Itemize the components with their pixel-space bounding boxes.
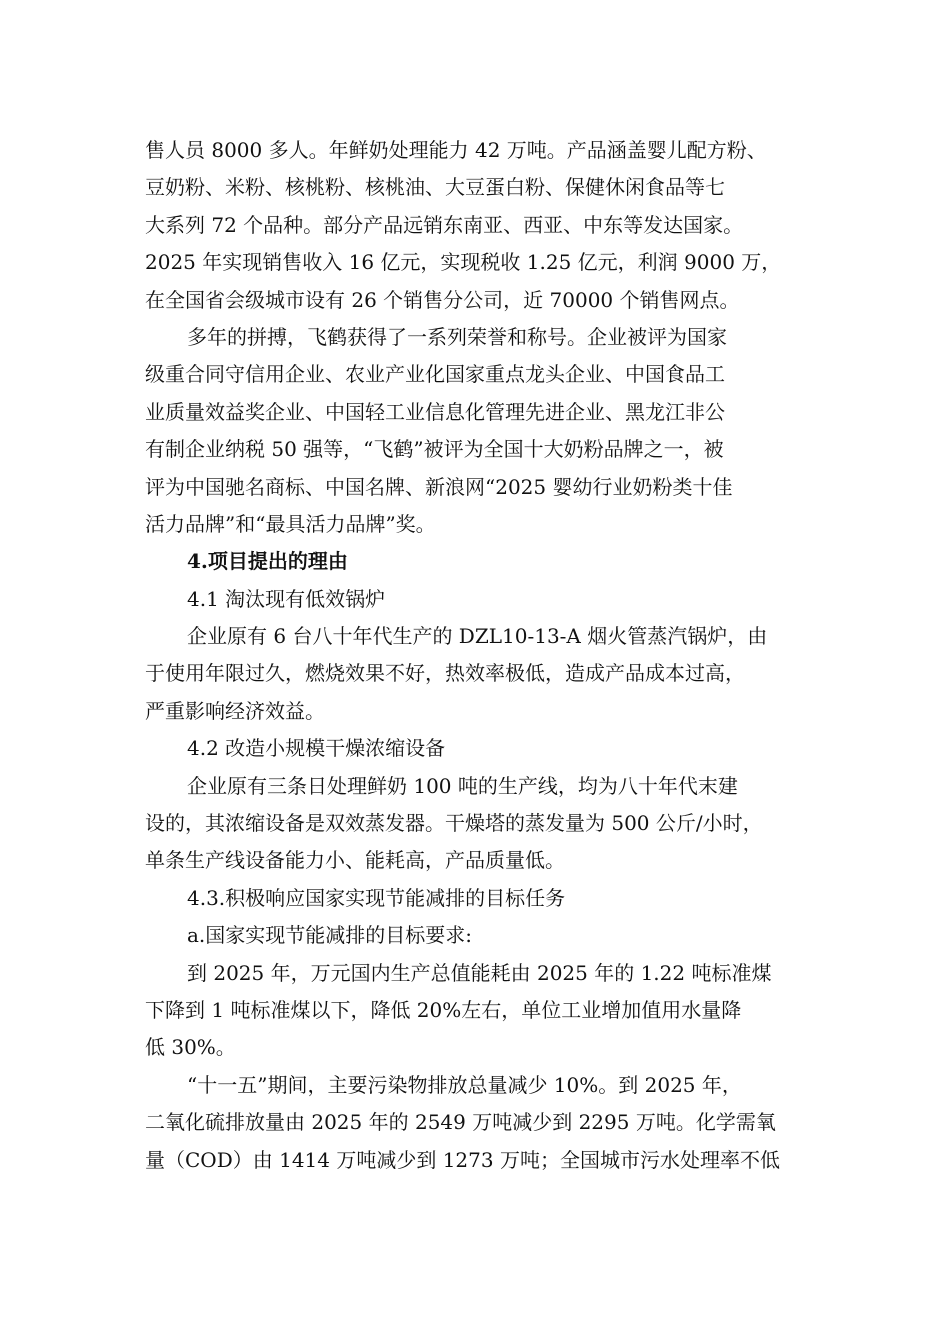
text-line: 4.1 淘汰现有低效锅炉 [187, 586, 386, 611]
text-line: 在全国省会级城市设有 26 个销售分公司，近 70000 个销售网点。 [145, 287, 740, 312]
text-line: 4.2 改造小规模干燥浓缩设备 [187, 736, 446, 761]
text-line: “十一五”期间，主要污染物排放总量减少 10%。到 2025 年， [187, 1072, 742, 1097]
text-line: 低 30%。 [145, 1035, 236, 1060]
text-line: 多年的拼搏，飞鹤获得了一系列荣誉和称号。企业被评为国家 [187, 324, 727, 349]
text-line: 企业原有 6 台八十年代生产的 DZL10-13-A 烟火管蒸汽锅炉，由 [187, 624, 768, 649]
text-line: 豆奶粉、米粉、核桃粉、核桃油、大豆蛋白粉、保健休闲食品等七 [145, 175, 725, 200]
text-line: 量（COD）由 1414 万吨减少到 1273 万吨；全国城市污水处理率不低 [145, 1147, 780, 1172]
text-line: 级重合同守信用企业、农业产业化国家重点龙头企业、中国食品工 [145, 362, 725, 387]
text-line: 有制企业纳税 50 强等，“飞鹤”被评为全国十大奶粉品牌之一，被 [145, 437, 724, 462]
text-line: 2025 年实现销售收入 16 亿元，实现税收 1.25 亿元，利润 9000 万， [145, 250, 782, 275]
text-line: 大系列 72 个品种。部分产品远销东南亚、西亚、中东等发达国家。 [145, 212, 744, 237]
text-line: 严重影响经济效益。 [145, 698, 325, 723]
text-line: 售人员 8000 多人。年鲜奶处理能力 42 万吨。产品涵盖婴儿配方粉、 [145, 138, 767, 162]
text-line: 二氧化硫排放量由 2025 年的 2549 万吨减少到 2295 万吨。化学需氧 [145, 1110, 776, 1135]
text-line: 设的，其浓缩设备是双效蒸发器。干燥塔的蒸发量为 500 公斤/小时， [145, 811, 763, 836]
text-line: 单条生产线设备能力小、能耗高，产品质量低。 [145, 848, 565, 873]
text-line: 于使用年限过久，燃烧效果不好，热效率极低，造成产品成本过高， [145, 661, 745, 686]
text-line: 4.3.积极响应国家实现节能减排的目标任务 [187, 885, 566, 910]
text-line: 业质量效益奖企业、中国轻工业信息化管理先进企业、黑龙江非公 [145, 399, 725, 424]
text-line: a.国家实现节能减排的目标要求: [187, 923, 473, 948]
text-line: 到 2025 年，万元国内生产总值能耗由 2025 年的 1.22 吨标准煤 [187, 960, 772, 985]
text-line: 活力品牌”和“最具活力品牌”奖。 [145, 511, 436, 536]
section-heading: 4.项目提出的理由 [187, 549, 348, 574]
text-line: 企业原有三条日处理鲜奶 100 吨的生产线，均为八十年代末建 [187, 773, 738, 798]
text-line: 评为中国驰名商标、中国名牌、新浪网“2025 婴幼行业奶粉类十佳 [145, 474, 733, 499]
text-line: 下降到 1 吨标准煤以下，降低 20%左右，单位工业增加值用水量降 [145, 997, 742, 1022]
document-body [145, 132, 810, 1179]
